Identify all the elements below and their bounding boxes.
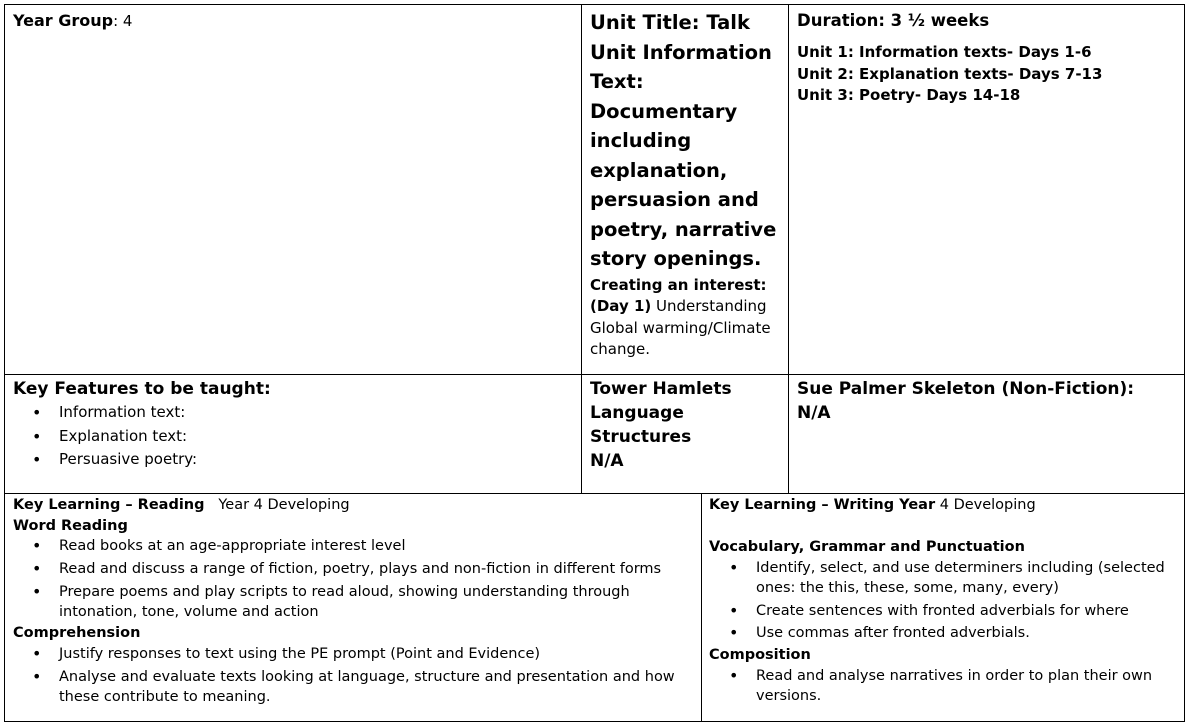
comprehension-heading: Comprehension	[13, 624, 141, 641]
duration-unit-item: Unit 2: Explanation texts- Days 7-13	[797, 64, 1103, 83]
tower-hamlets-line: Language Structures	[590, 403, 692, 447]
interest-day-text	[590, 296, 780, 361]
composition-list	[702, 666, 1177, 707]
vgp-list	[702, 558, 1177, 644]
unit-title-line: poetry, narrative	[590, 217, 777, 241]
list-item: • Read and analyse narratives in order to plan their own versions.	[702, 666, 1177, 707]
comprehension-list	[5, 644, 693, 707]
writing-heading	[709, 495, 1177, 517]
unit-title-line: explanation,	[590, 158, 728, 182]
writing-heading-rest: 4 Developing	[935, 497, 1036, 513]
list-item: • Create sentences with fronted adverbials for where	[702, 601, 1177, 622]
year-group-value: : 4	[113, 12, 133, 30]
list-item: • Justify responses to text using the PE prompt (Point and Evidence)	[5, 644, 693, 664]
vgp-heading: Vocabulary, Grammar and Punctuation	[709, 538, 1025, 555]
reading-cell	[4, 493, 702, 722]
list-item: • Read books at an age-appropriate interest level	[5, 536, 693, 556]
key-features-cell	[4, 374, 582, 494]
duration-cell	[788, 4, 1185, 375]
writing-heading-bold: Key Learning – Writing Year	[709, 497, 936, 513]
composition-heading: Composition	[709, 646, 811, 663]
unit-title-line: Documentary	[590, 99, 738, 123]
unit-title	[590, 8, 780, 274]
day-text: Understanding Global warming/Climate change.	[590, 297, 771, 358]
tower-hamlets-line: Tower Hamlets	[590, 379, 732, 399]
key-features-heading: Key Features to be taught:	[13, 379, 271, 399]
list-item: • Prepare poems and play scripts to read aloud, showing understanding through intonation, tone, volume and action	[5, 582, 693, 622]
sue-palmer-heading: Sue Palmer Skeleton (Non-Fiction):	[797, 379, 1135, 399]
tower-hamlets-cell	[581, 374, 789, 494]
tower-hamlets-line: N/A	[590, 451, 624, 471]
list-item: • Information text:	[5, 401, 573, 425]
reading-heading-rest: Year 4 Developing	[218, 497, 350, 513]
key-features-list	[5, 401, 573, 472]
reading-heading-bold: Key Learning – Reading	[13, 497, 205, 513]
reading-heading	[13, 495, 693, 517]
list-item: • Identify, select, and use determiners including (selected ones: the this, these, some, many, every)	[702, 558, 1177, 599]
interest-heading: Creating an interest:	[590, 275, 767, 294]
day-label: (Day 1)	[590, 297, 652, 315]
list-item: • Read and discuss a range of fiction, poetry, plays and non-fiction in different forms	[5, 559, 693, 579]
list-item: • Persuasive poetry:	[5, 448, 573, 472]
duration-heading: Duration: 3 ½ weeks	[797, 11, 990, 30]
word-reading-heading: Word Reading	[13, 517, 128, 534]
year-group-label: Year Group	[13, 11, 114, 30]
unit-title-line: including	[590, 129, 692, 152]
unit-title-line: Unit Title: Talk	[590, 11, 750, 34]
sue-palmer-value: N/A	[797, 403, 831, 423]
sue-palmer-cell	[788, 374, 1185, 494]
word-reading-list	[5, 536, 693, 622]
unit-title-line: Unit Information	[590, 40, 772, 64]
unit-title-line: persuasion and	[590, 188, 759, 211]
duration-unit-item: Unit 1: Information texts- Days 1-6	[797, 43, 1092, 61]
unit-title-line: Text:	[590, 70, 644, 93]
writing-cell	[701, 493, 1185, 722]
list-item: • Analyse and evaluate texts looking at language, structure and presentation and how these contribute to meaning.	[5, 667, 693, 707]
unit-title-cell	[581, 4, 789, 375]
duration-units	[797, 42, 1176, 107]
year-group-cell	[4, 4, 582, 375]
duration-unit-item: Unit 3: Poetry- Days 14-18	[797, 86, 1021, 104]
unit-title-line: story openings.	[590, 247, 762, 270]
list-item: • Explanation text:	[5, 425, 573, 449]
list-item: • Use commas after fronted adverbials.	[702, 623, 1177, 644]
